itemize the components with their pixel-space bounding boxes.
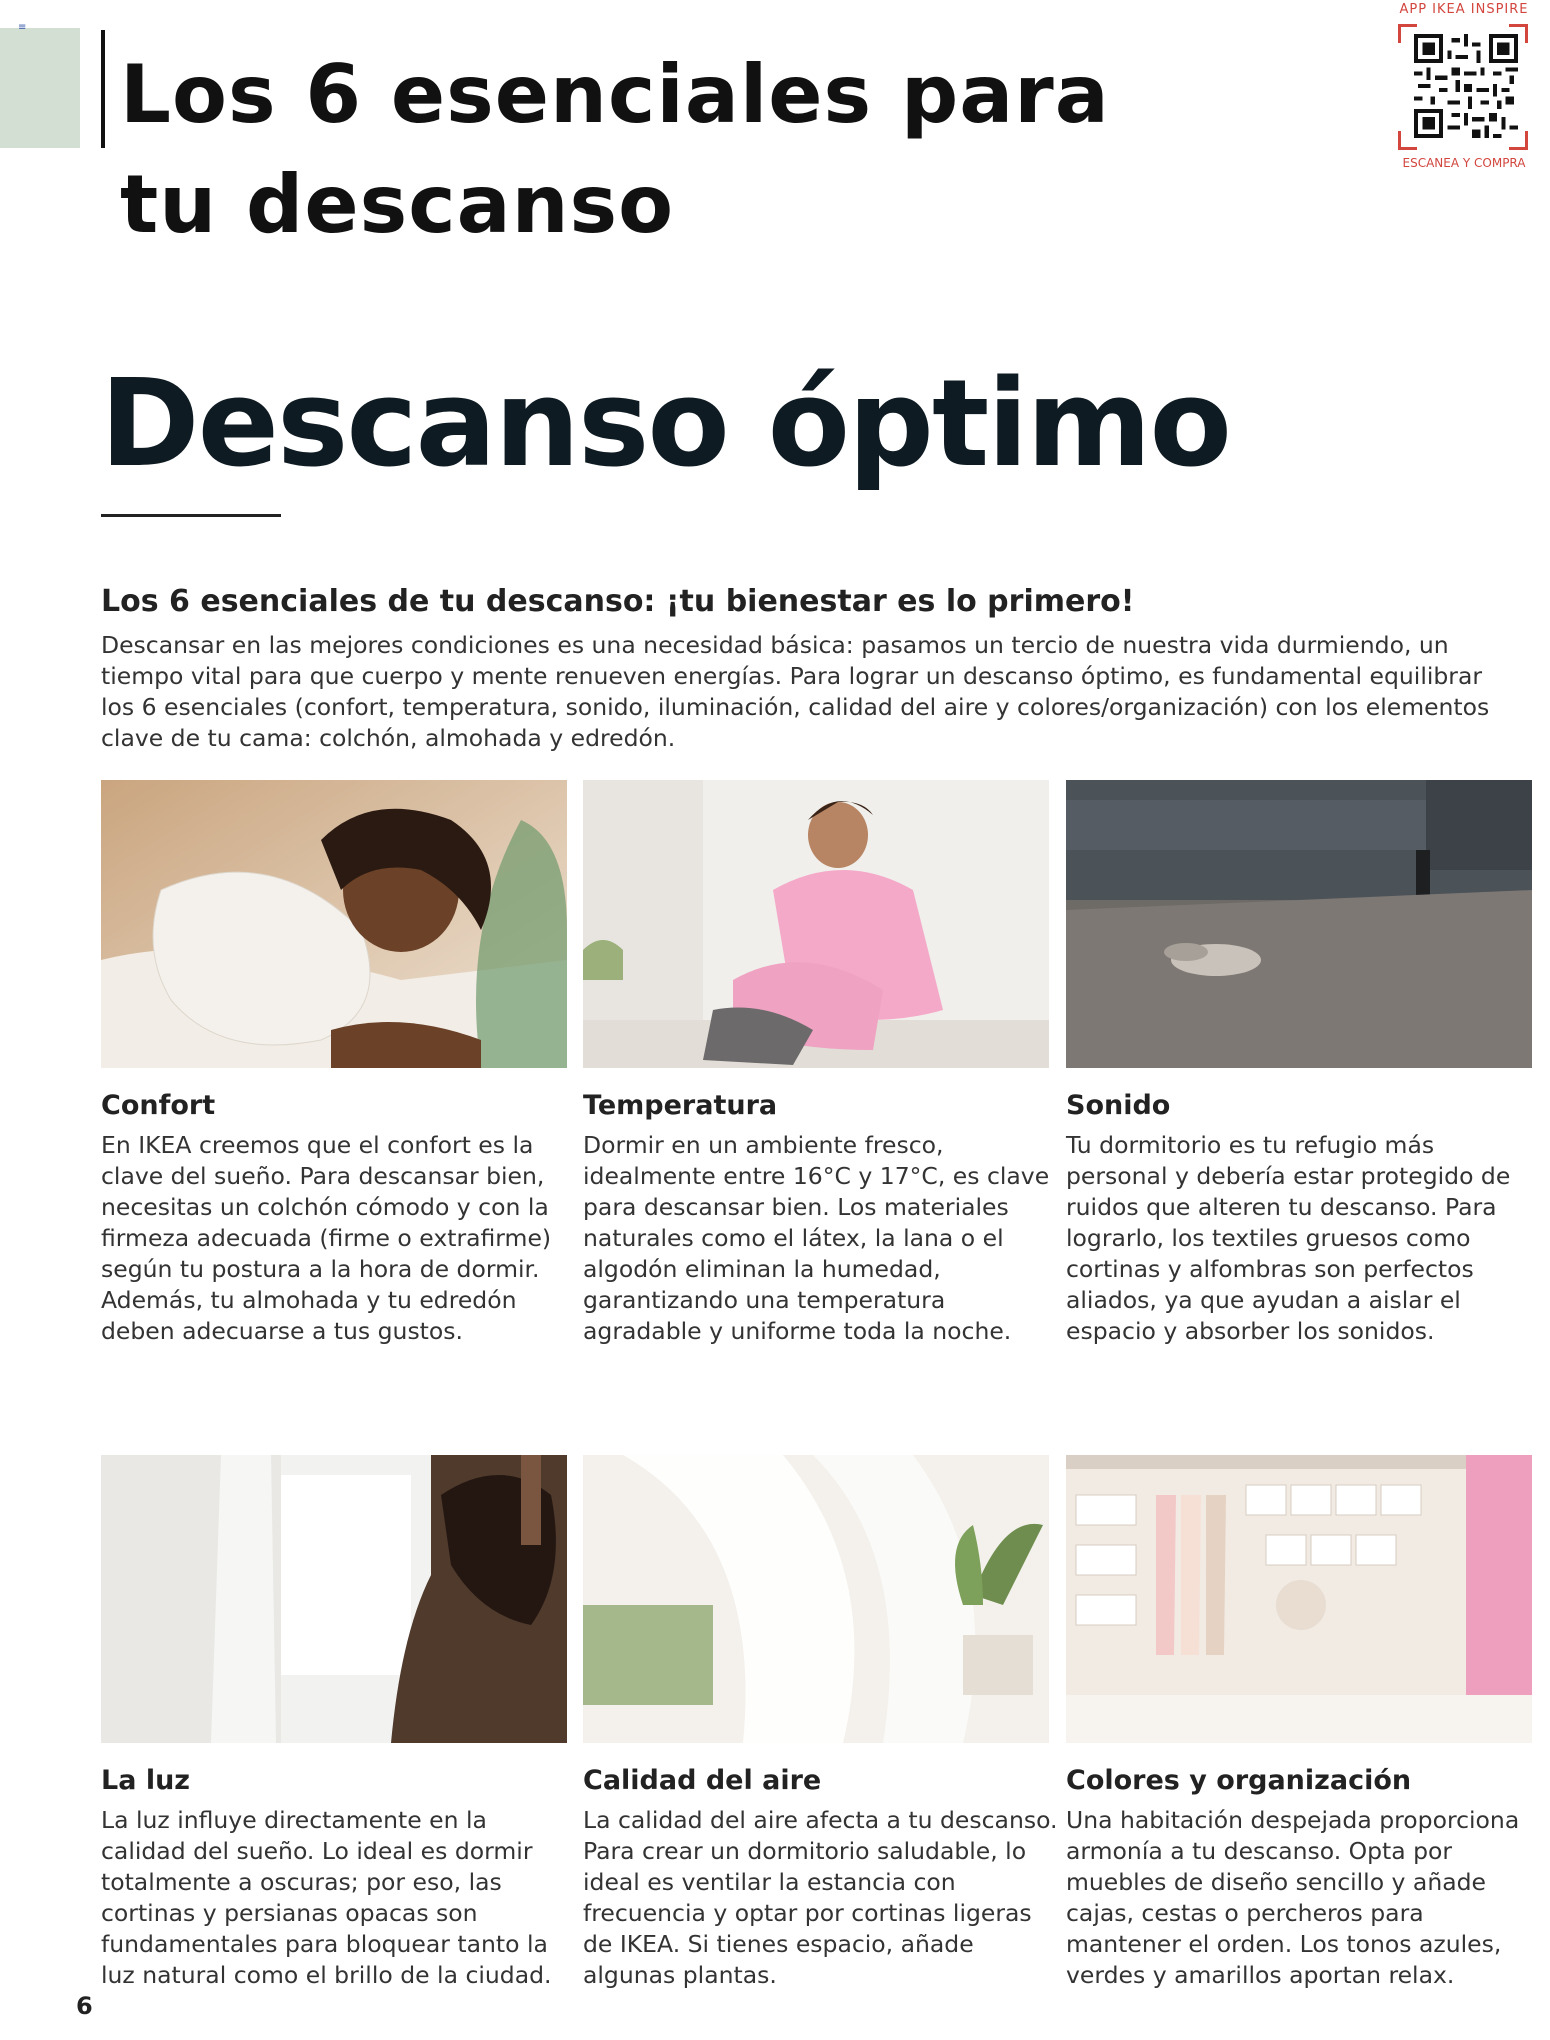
- card-title-confort: Confort: [101, 1090, 216, 1121]
- qr-code-icon[interactable]: [1414, 32, 1518, 140]
- brand-mark: ≡: [18, 22, 27, 33]
- card-text-aire: La calidad del aire afecta a tu descanso. Para crear un dormitorio saludable, lo ideal es ventilar la estancia con frecuencia y optar por cortinas ligeras de IKEA. Si tienes espacio, añade algunas plantas.: [583, 1806, 1058, 1989]
- sonido-image: [1066, 780, 1532, 1068]
- card-text-temperatura: Dormir en un ambiente fresco, idealmente entre 16°C y 17°C, es clave para descansar bien. Los materiales naturales como el látex, la lana o el algodón eliminan la humedad, garantizando una temperatura agradable y uniforme toda la noche.: [583, 1131, 1050, 1345]
- hero-title: Descanso óptimo: [100, 355, 1230, 494]
- card-title-aire: Calidad del aire: [583, 1765, 822, 1796]
- qr-bottom-label: ESCANEA Y COMPRA: [1402, 156, 1526, 170]
- temperatura-image: [583, 780, 1049, 1068]
- qr-top-label: APP IKEA INSPIRE: [1399, 2, 1529, 17]
- card-title-sonido: Sonido: [1066, 1090, 1171, 1121]
- hero-divider: [101, 514, 281, 517]
- confort-image: [101, 780, 567, 1068]
- card-title-luz: La luz: [101, 1765, 191, 1796]
- aire-image: [583, 1455, 1049, 1743]
- card-title-colores: Colores y organización: [1066, 1765, 1412, 1796]
- card-title-temperatura: Temperatura: [583, 1090, 778, 1121]
- qr-block[interactable]: [1384, 0, 1544, 175]
- card-text-luz: La luz influye directamente en la calidad del sueño. Lo ideal es dormir totalmente a oscuras; por eso, las cortinas y persianas opacas son fundamentales para bloquear tanto la luz natural como el brillo de la ciudad.: [101, 1806, 552, 1989]
- intro-subtitle: Los 6 esenciales de tu descanso: ¡tu bienestar es lo primero!: [101, 584, 1135, 619]
- intro-paragraph: Descansar en las mejores condiciones es una necesidad básica: pasamos un tercio de nuestra vida durmiendo, un tiempo vital para que cuerpo y mente renueven energías. Para lograr un descanso óptimo, es fundamental equilibrar los 6 esenciales (confort, temperatura, sonido, iluminación, calidad del aire y colores/organización) con los elementos clave de tu cama: colchón, almohada y edredón.: [101, 631, 1490, 752]
- section-tab: [0, 28, 80, 148]
- title-accent-bar: [101, 30, 105, 148]
- luz-image: [101, 1455, 567, 1743]
- card-text-sonido: Tu dormitorio es tu refugio más personal y debería estar protegido de ruidos que alteren tu descanso. Para lograrlo, los textiles gruesos como cortinas y alfombras son perfectos aliados, ya que ayudan a aislar el espacio y absorber los sonidos.: [1066, 1131, 1511, 1345]
- page-number: 6: [76, 1992, 93, 2020]
- card-text-confort: En IKEA creemos que el confort es la clave del sueño. Para descansar bien, necesitas un colchón cómodo y con la firmeza adecuada (firme o extrafirme) según tu postura a la hora de dormir. Además, tu almohada y tu edredón deben adecuarse a tus gustos.: [101, 1131, 552, 1345]
- colores-image: [1066, 1455, 1532, 1743]
- page-header-title: Los 6 esenciales para tu descanso: [120, 48, 1110, 251]
- card-text-colores: Una habitación despejada proporciona armonía a tu descanso. Opta por muebles de diseño sencillo y añade cajas, cestas o percheros para mantener el orden. Los tonos azules, verdes y amarillos aportan relax.: [1066, 1806, 1520, 1989]
